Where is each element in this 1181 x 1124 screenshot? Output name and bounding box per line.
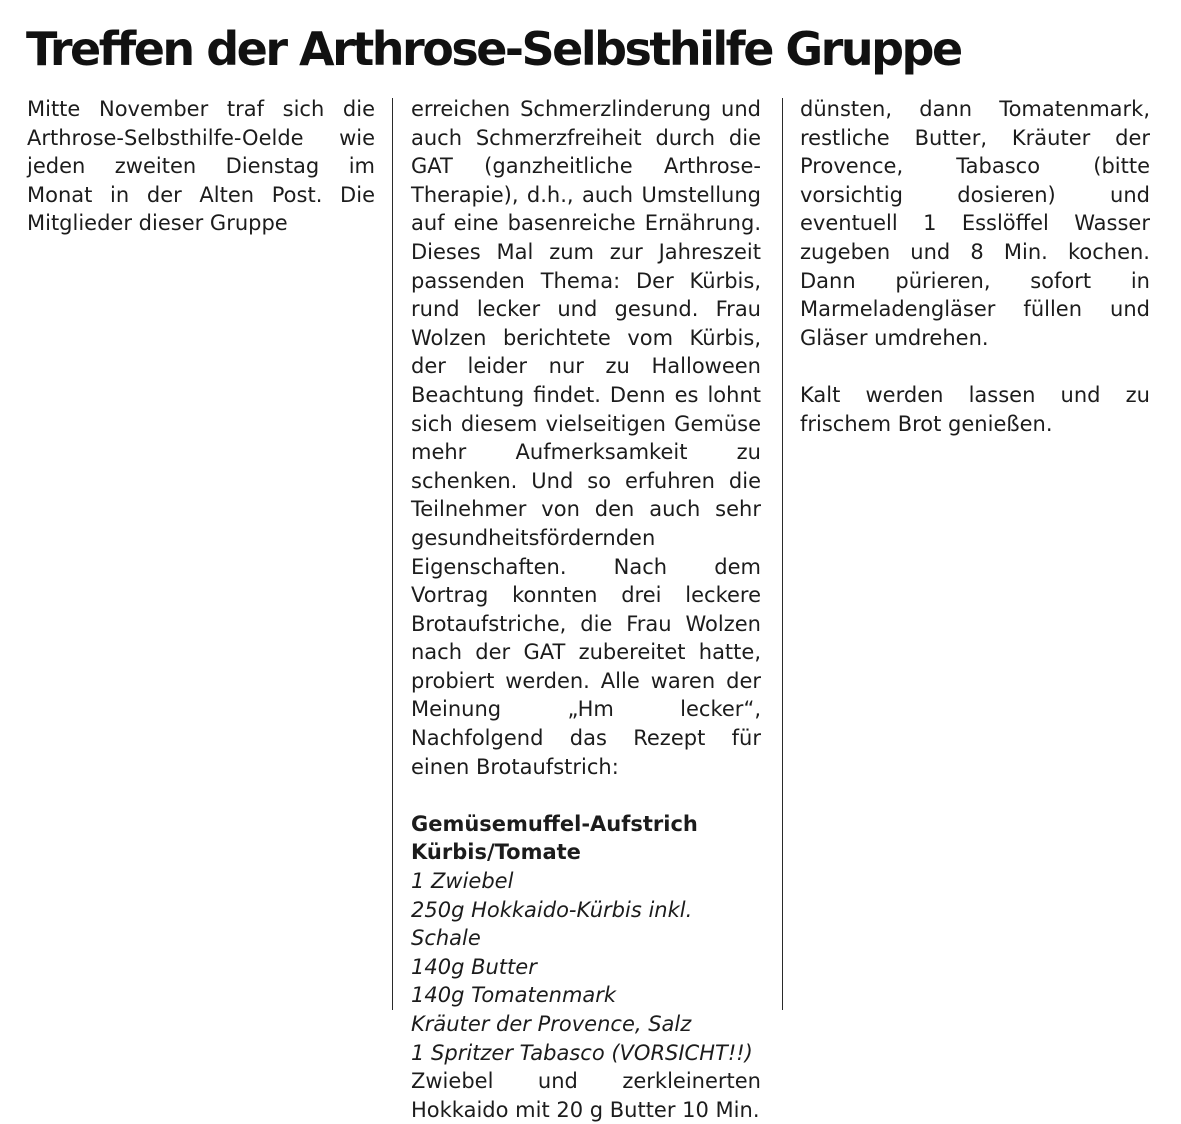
instructions-part-1: Zwiebel und zerkleinerten Hokkaido mit 20 g Butter 10 Min. — [411, 1069, 761, 1122]
ingredient-list — [411, 867, 761, 1067]
ingredient-item: 140g Tomatenmark — [411, 983, 617, 1008]
recipe-closing: Kalt werden lassen und zu frischem Brot genießen. — [800, 382, 1150, 436]
recipe-title-line1: Gemüsemuffel-Aufstrich — [411, 811, 698, 836]
column-divider — [392, 98, 393, 1010]
article-column-3 — [800, 95, 1150, 438]
ingredient-item: 1 Zwiebel — [411, 869, 514, 894]
article-column-1 — [27, 95, 375, 238]
ingredient-item: 140g Butter — [411, 954, 537, 979]
instructions-part-2: dünsten, dann Tomatenmark, restliche Butter, Kräuter der Provence, Tabasco (bitte vorsichtig dosieren) und eventuell 1 Esslöffel Wasser zugeben und 8 Min. kochen. Dann pürieren, sofort in Marmeladengläser füllen und Gläser umdrehen. — [800, 97, 1150, 350]
column-divider — [782, 98, 783, 1010]
ingredient-item: 1 Spritzer Tabasco (VORSICHT!!) — [411, 1040, 753, 1065]
article-column-2 — [411, 95, 761, 1124]
recipe-title — [411, 810, 761, 867]
ingredient-item: 250g Hokkaido-Kürbis inkl. Schale — [411, 897, 693, 951]
intro-part-2: erreichen Schmerzlinderung und auch Schmerzfreiheit durch die GAT (ganzheitliche Arthrose-Therapie), d.h., auch Umstellung auf eine basenreiche Ernährung. Dieses Mal zum zur Jahreszeit passenden Thema: Der Kürbis, rund lecker und gesund. Frau Wolzen berichtete vom Kürbis, der leider nur zu Halloween Beachtung findet. Denn es lohnt sich diesem vielseitigen Gemüse mehr Aufmerksamkeit zu schenken. Und so erfuhren die Teilnehmer von den auch sehr gesundheitsfördernden Eigenschaften. Nach dem Vortrag konnten drei leckere Brotaufstriche, die Frau Wolzen nach der GAT zubereitet hatte, probiert werden. Alle waren der Meinung „Hm lecker“, Nachfolgend das Rezept für einen Brotaufstrich: — [411, 97, 761, 779]
article-headline: Treffen der Arthrose-Selbsthilfe Gruppe — [26, 22, 961, 76]
recipe-title-line2: Kürbis/Tomate — [411, 840, 581, 865]
intro-part-1: Mitte November traf sich die Arthrose-Selbsthilfe-Oelde wie jeden zweiten Dienstag im Monat in der Alten Post. Die Mitglieder dieser Gruppe — [27, 97, 375, 236]
ingredient-item: Kräuter der Provence, Salz — [411, 1012, 692, 1036]
